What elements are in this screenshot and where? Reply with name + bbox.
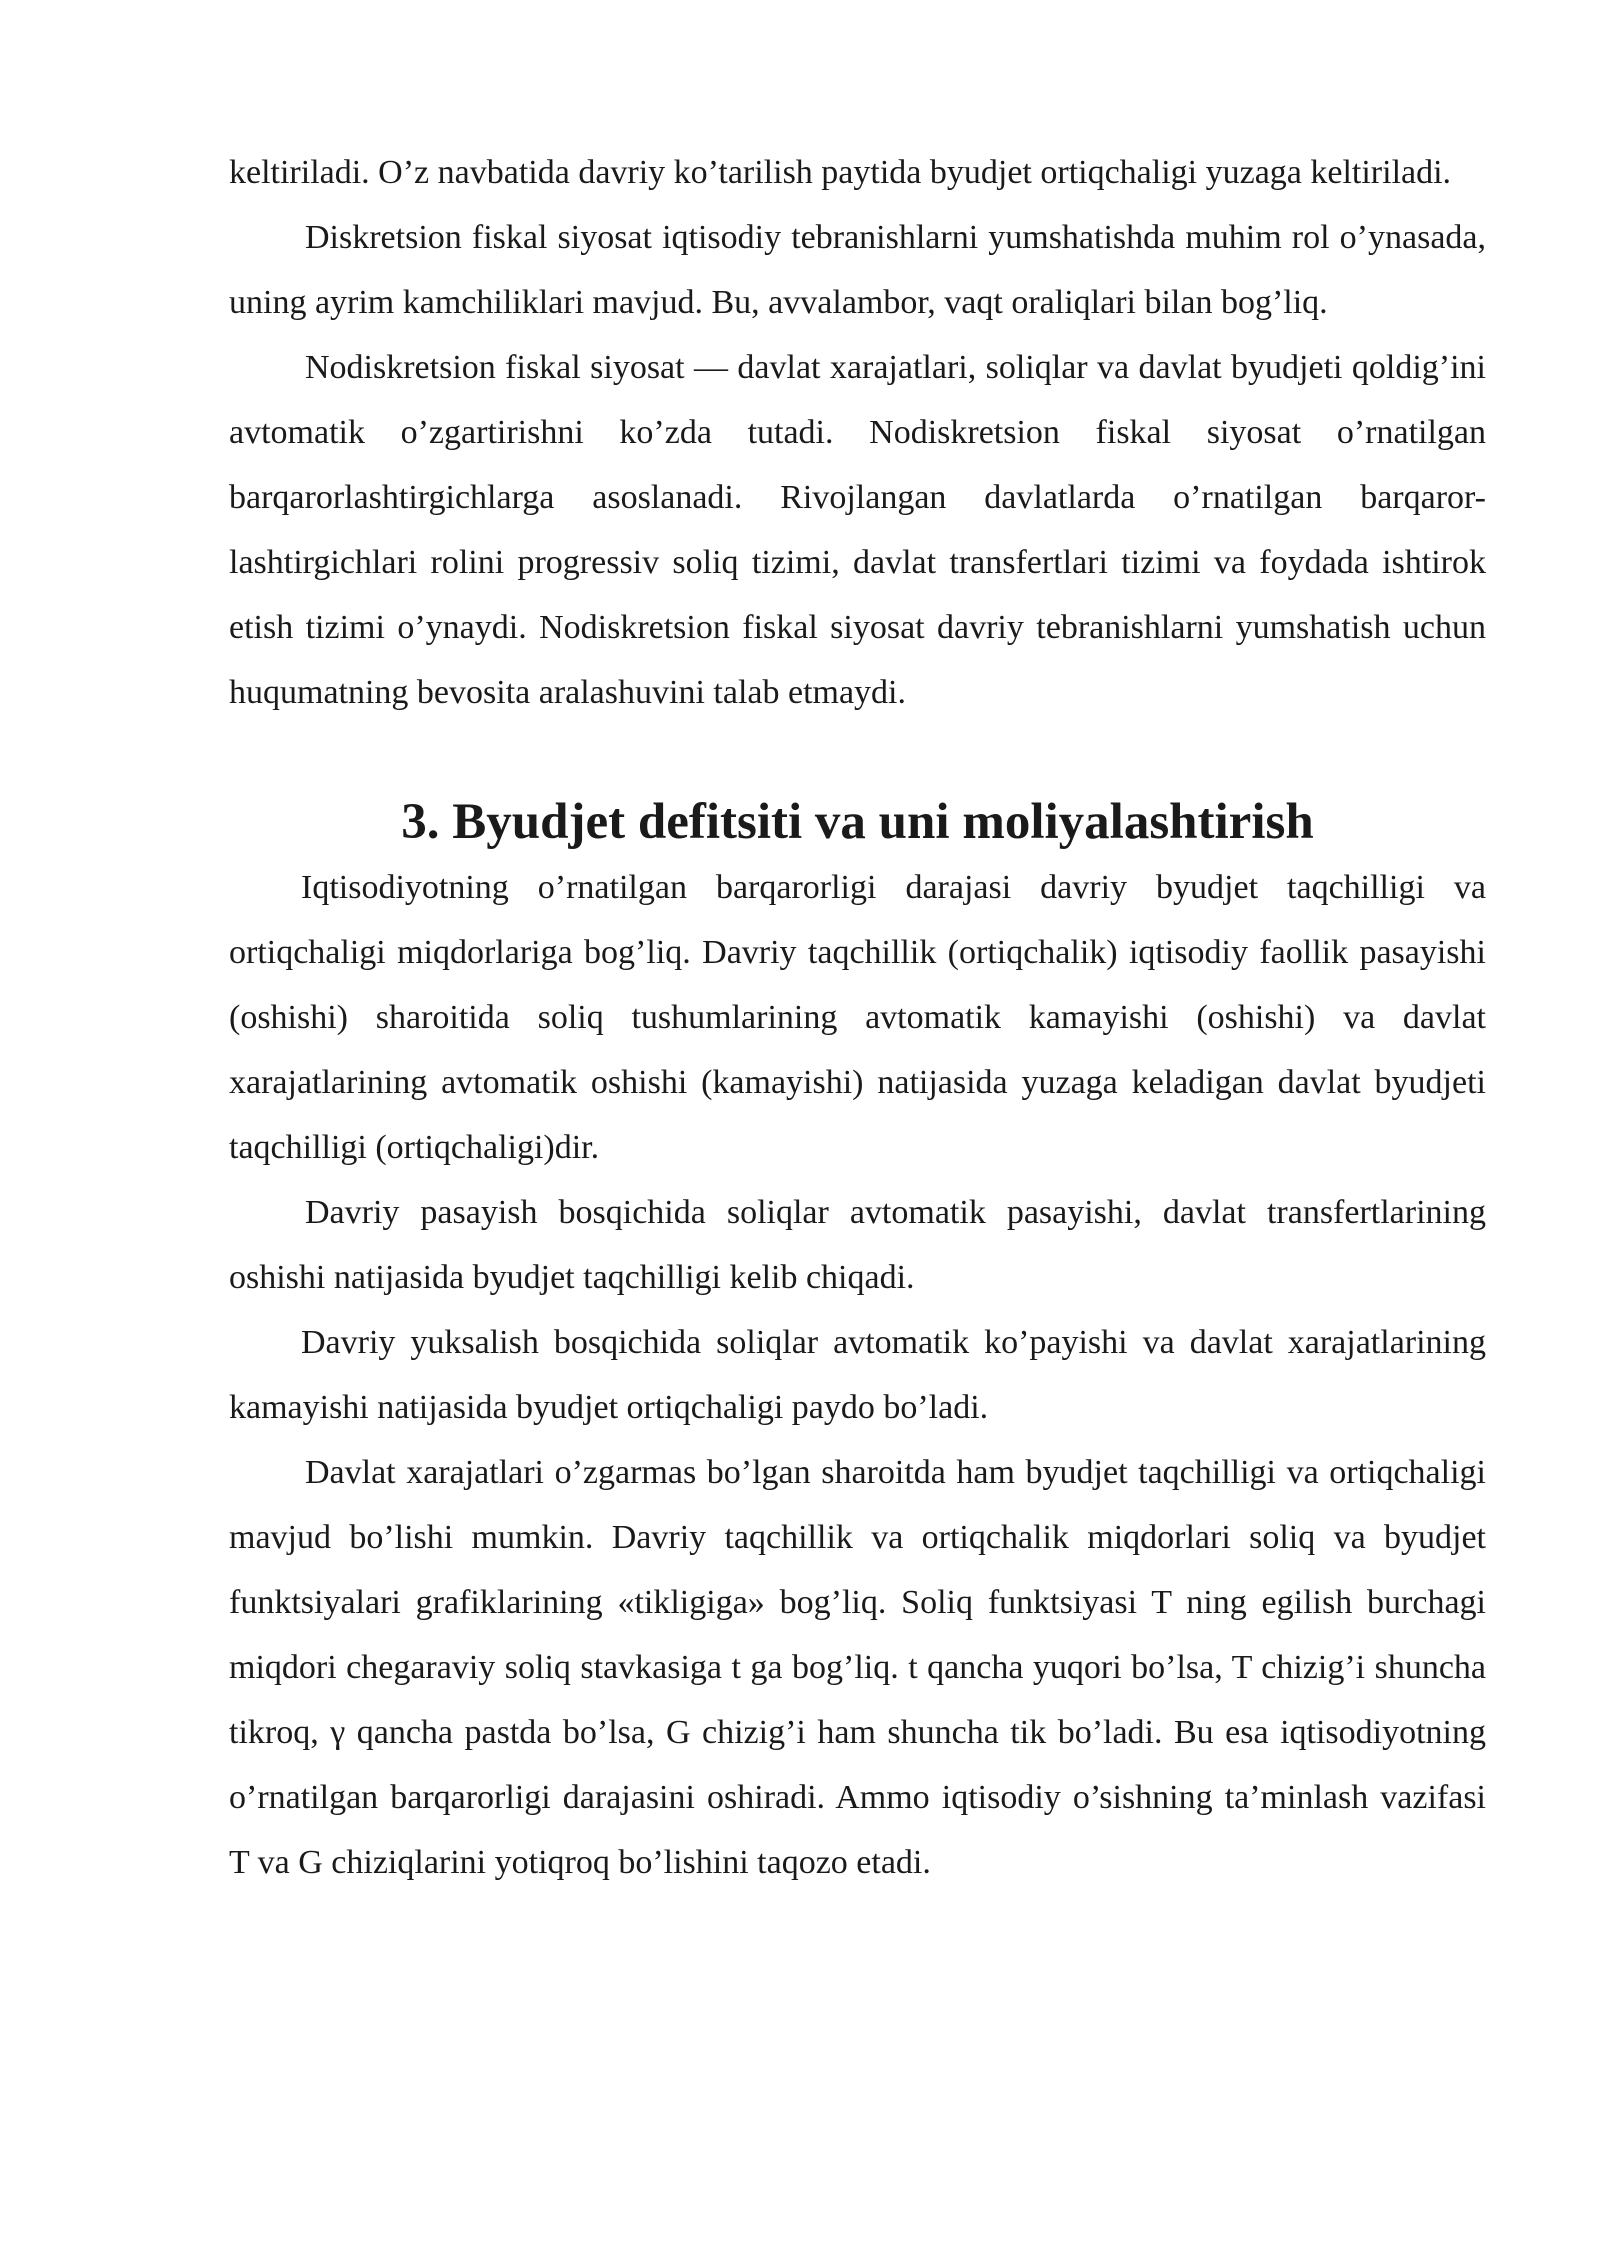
paragraph-built-in-stability: Iqtisodiyotning o’rnatilgan barqarorligi darajasi davriy byudjet taqchilligi va ortiqchaligi miqdorlariga bog’liq. Davriy taqchillik (ortiqchalik) iqtisodiy faollik pasayishi (oshishi) sharoitida soliq tushumlarining avtomatik kamayishi (oshishi) va davlat xarajatlarining avtomatik oshishi (kamayishi) natijasida yuzaga keladigan davlat byudjeti taqchilligi (ortiqchaligi)dir. — [229, 869, 1486, 1166]
paragraph-nondiscretionary-policy: Nodiskretsion fiskal siyosat — davlat xarajatlari, soliqlar va davlat byudjeti qoldig’ini avtomatik o’zgartirishni ko’zda tutadi. Nodiskretsion fiskal siyosat o’rnatilgan barqarorlashtirgichlarga asoslanadi. Rivojlangan davlatlarda o’rnatilgan barqaror-lashtirgichlari rolini progressiv soliq tizimi, davlat transfertlari tizimi va foydada ishtirok etish tizimi o’ynaydi. Nodiskretsion fiskal siyosat davriy tebranishlarni yumshatish uchun huqumatning bevosita aralashuvini talab etmaydi. — [229, 349, 1486, 711]
paragraph-discretionary-policy: Diskretsion fiskal siyosat iqtisodiy tebranishlarni yumshatishda muhim rol o’ynasada, uning ayrim kamchiliklari mavjud. Bu, avvalambor, vaqt oraliqlari bilan bog’liq. — [229, 219, 1486, 321]
paragraph-continuation: keltiriladi. O’z navbatida davriy ko’tarilish paytida byudjet ortiqchaligi yuzaga keltiriladi. — [229, 154, 1452, 191]
document-page — [229, 140, 1486, 1895]
section-heading: 3. Byudjet defitsiti va uni moliyalashtirish — [401, 794, 1314, 850]
paragraph-constant-expenditure: Davlat xarajatlari o’zgarmas bo’lgan sharoitda ham byudjet taqchilligi va ortiqchaligi mavjud bo’lishi mumkin. Davriy taqchillik va ortiqchalik miqdorlari soliq va byudjet funktsiyalari grafiklarining «tikligiga» bog’liq. Soliq funktsiyasi T ning egilish burchagi miqdori chegaraviy soliq stavkasiga t ga bog’liq. t qancha yuqori bo’lsa, T chizig’i shuncha tikroq, γ qancha pastda bo’lsa, G chizig’i ham shuncha tik bo’ladi. Bu esa iqtisodiyotning o’rnatilgan barqarorligi darajasini oshiradi. Ammo iqtisodiy o’sishning ta’minlash vazifasi T va G chiziqlarini yotiqroq bo’lishini taqozo etadi. — [229, 1454, 1486, 1881]
paragraph-cyclical-decline: Davriy pasayish bosqichida soliqlar avtomatik pasayishi, davlat transfertlarining oshishi natijasida byudjet taqchilligi kelib chiqadi. — [229, 1194, 1486, 1296]
paragraph-cyclical-growth: Davriy yuksalish bosqichida soliqlar avtomatik ko’payishi va davlat xarajatlarining kamayishi natijasida byudjet ortiqchaligi paydo bo’ladi. — [229, 1324, 1486, 1426]
